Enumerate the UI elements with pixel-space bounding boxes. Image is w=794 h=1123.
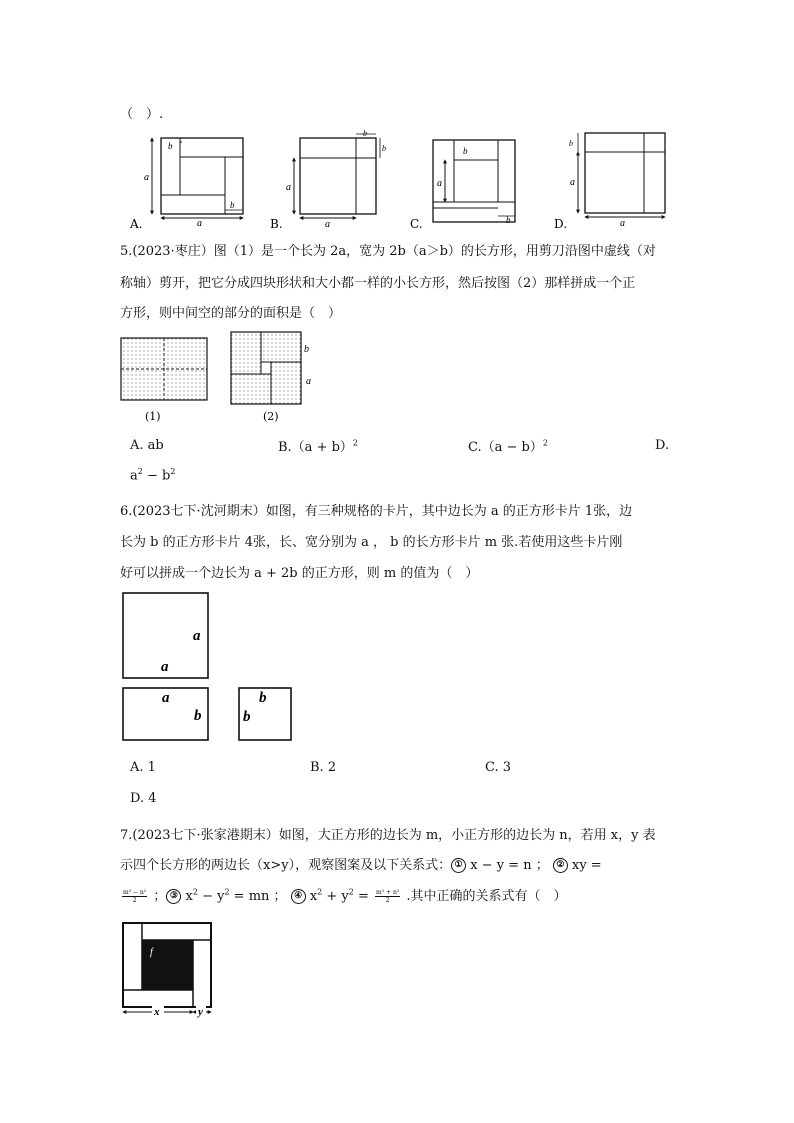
q4-option-figures (120, 128, 680, 228)
q6-line-2: 长为 b 的正方形卡片 4张，长、宽分别为 a ， b 的长方形卡片 m 张.若使用这些卡片刚 (120, 535, 623, 550)
option-c-var-a: a (437, 178, 442, 189)
option-d-figure (578, 133, 665, 217)
q5-option-d-letter: D. (655, 438, 670, 453)
option-a-var-b-bottom: b (230, 200, 235, 210)
card-rectangle-a: a (162, 690, 170, 706)
q6-option-b: B. 2 (310, 760, 337, 775)
q5-option-a: A. ab (130, 438, 164, 453)
q4-tail-text: （ ）. (120, 107, 164, 122)
q6-option-c: C. 3 (485, 760, 512, 775)
q5-option-c: $C.(a - b)^2$ (468, 438, 548, 455)
option-c-label: C. (410, 217, 423, 228)
card-square-a-side: a (193, 628, 201, 644)
card-square-b-top: b (259, 690, 267, 706)
card-square-b-side: b (243, 709, 251, 725)
q6-option-d: D. 4 (130, 791, 157, 806)
q5-option-b: $B.(a + b)^2$ (278, 438, 359, 455)
q7-fraction-4: $\frac{\text{m² + n²}}{2}$ (376, 889, 400, 904)
card-square-a-bottom: a (161, 659, 169, 675)
q5-figure-2-var-b: b (304, 344, 309, 355)
option-c-var-b-bottom: b (506, 215, 511, 225)
inner-label: f (150, 947, 153, 958)
q6-option-a: A. 1 (130, 760, 156, 775)
q5-figures (115, 330, 335, 430)
option-c-var-b: b (463, 146, 468, 156)
option-d-label: D. (554, 217, 568, 228)
q5-figure-1-label: (1) (145, 410, 161, 423)
option-c-figure (433, 140, 515, 222)
q7-fraction-2: $\frac{\text{m² − n²}}{2}$ (123, 889, 147, 904)
q5-line-2: 称轴）剪开，把它分成四块形状和大小都一样的小长方形，然后按图（2）那样拼成一个正 (120, 276, 636, 291)
q5-figure-2 (231, 332, 301, 404)
q6-cards (118, 588, 308, 748)
q6-line-1: 6.(2023七下·沈河期末）如图，有三种规格的卡片，其中边长为 a 的正方形卡片 1张，边 (120, 504, 633, 519)
option-a-var-a-bottom: a (197, 218, 202, 228)
q5-figure-2-label: (2) (263, 410, 279, 423)
q5-option-d: $a^2 - b^2$ (130, 467, 176, 484)
option-b-figure (294, 134, 380, 218)
option-b-var-b-side: b (382, 144, 386, 153)
q5-figure-1 (121, 338, 207, 400)
q7-var-y: y (198, 1006, 203, 1018)
option-b-label: B. (270, 217, 283, 228)
q5-line-3: 方形，则中间空的部分的面积是（ ） (120, 306, 342, 321)
q5-figure-2-var-a: a (306, 376, 311, 387)
q7-line-3: $\frac{\text{m² − n²}}{2}$ ； ③ $x^2 - y^2$ = mn ； ④ $x^2 + y^2$ = $\frac{\text{m² + n²}}{2}$ .其中正确的关系式有（ ） (123, 887, 567, 904)
q7-line-2: 示四个长方形的两边长（x>y），观察图案及以下关系式： ① x − y = n ； ② xy = (120, 858, 602, 873)
option-d-var-b: b (569, 139, 573, 148)
q6-line-3: 好可以拼成一个边长为 a + 2b 的正方形，则 m 的值为（ ） (120, 566, 479, 581)
card-rectangle-b: b (194, 708, 202, 724)
option-b-var-a: a (286, 182, 291, 193)
q5-line-1: 5.(2023·枣庄）图（1）是一个长为 2a，宽为 2b（a＞b）的长方形，用剪刀沿图中虚线（对 (120, 244, 656, 259)
option-a-var-b: b (168, 141, 173, 151)
q7-var-x: x (154, 1006, 160, 1018)
option-a-var-a: a (144, 172, 149, 183)
q7-line-1: 7.(2023七下·张家港期末）如图，大正方形的边长为 m，小正方形的边长为 n，若用 x，y 表 (120, 828, 656, 843)
option-a-label: A. (130, 217, 143, 228)
option-d-var-a-bottom: a (620, 218, 625, 228)
q7-figure (118, 918, 223, 1023)
option-b-var-b: b (363, 129, 367, 138)
option-d-var-a: a (570, 177, 575, 188)
option-b-var-a-bottom: a (325, 219, 330, 228)
